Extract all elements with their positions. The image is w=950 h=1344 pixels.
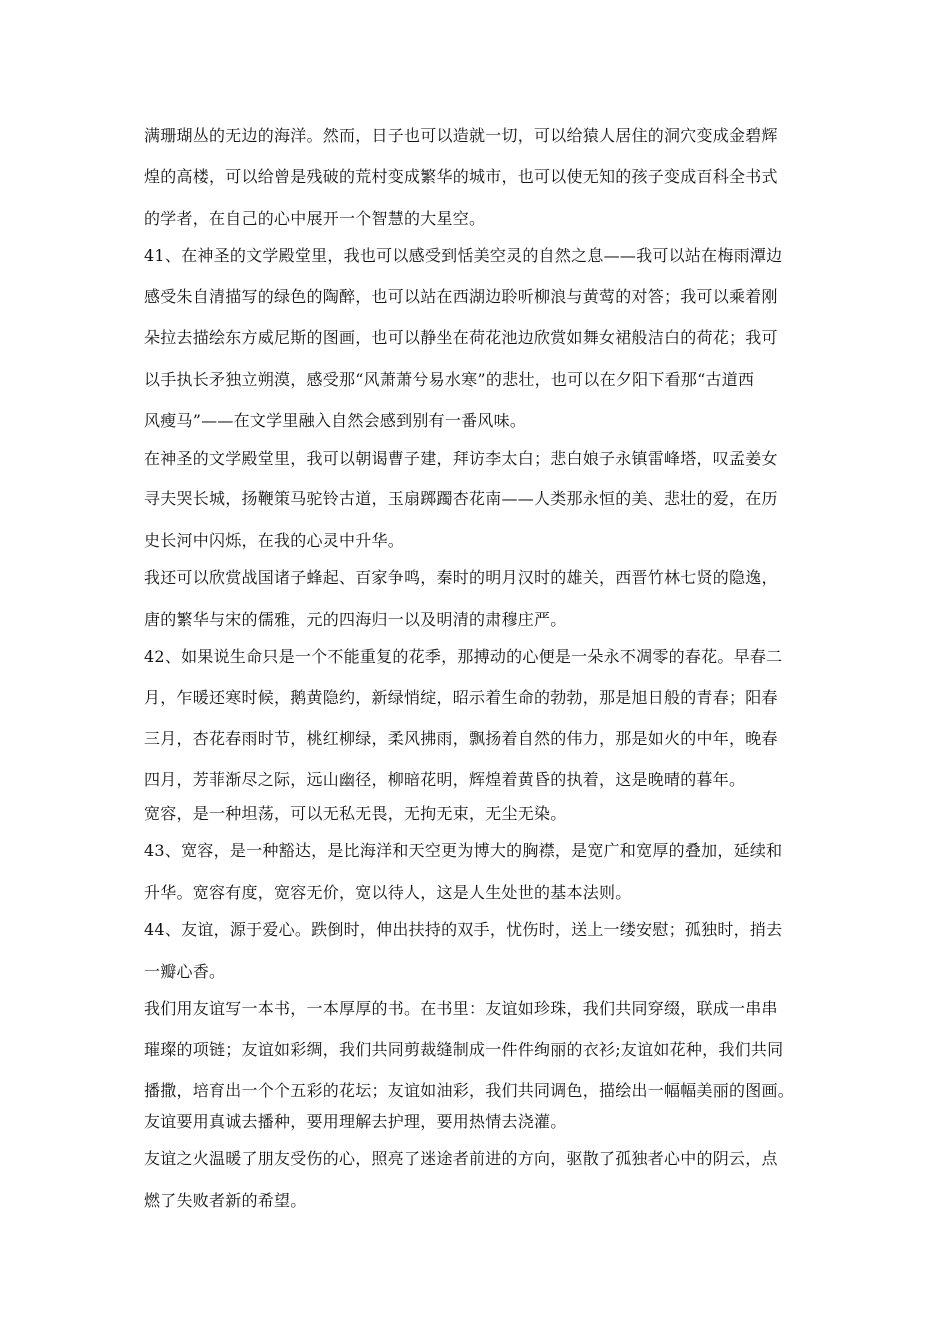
text-line: 以手执长矛独立朔漠，感受那“风萧萧兮易水寒”的悲壮，也可以在夕阳下看那“古道西 [144,370,755,389]
text-line: 朵拉去描绘东方威尼斯的图画，也可以静坐在荷花池边欣赏如舞女裙般洁白的荷花；我可 [144,328,778,347]
text-line: 风瘦马”——在文学里融入自然会感到别有一番风味。 [144,411,527,430]
text-line: 44、友谊，源于爱心。跌倒时，伸出扶持的双手，忧伤时，送上一缕安慰；孤独时，捎去 [144,920,783,939]
text-line: 友谊之火温暖了朋友受伤的心，照亮了迷途者前进的方向，驱散了孤独者心中的阴云，点 [144,1149,778,1168]
text-line: 升华。宽容有度，宽容无价，宽以待人，这是人生处世的基本法则。 [144,883,632,902]
text-line: 月，乍暖还寒时候，鹅黄隐约，新绿悄绽，昭示着生命的勃勃，那是旭日般的青春；阳春 [144,688,778,707]
text-line: 宽容，是一种坦荡，可以无私无畏，无拘无束，无尘无染。 [144,804,567,823]
text-line: 43、宽容，是一种豁达，是比海洋和天空更为博大的胸襟，是宽广和宽厚的叠加，延续和 [144,841,783,860]
text-line: 满珊瑚丛的无边的海洋。然而，日子也可以造就一切，可以给猿人居住的洞穴变成金碧辉 [144,126,778,145]
text-line: 四月，芳菲渐尽之际，远山幽径，柳暗花明，辉煌着黄昏的执着，这是晚晴的暮年。 [144,770,746,789]
text-line: 一瓣心香。 [144,962,226,981]
text-line: 史长河中闪烁，在我的心灵中升华。 [144,531,405,550]
text-line: 煌的高楼，可以给曾是残破的荒村变成繁华的城市，也可以使无知的孩子变成百科全书式 [144,167,778,186]
text-line: 三月，杏花春雨时节，桃红柳绿，柔风拂雨，飘扬着自然的伟力，那是如火的中年，晚春 [144,729,778,748]
text-line: 在神圣的文学殿堂里，我可以朝谒曹子建，拜访李太白；悲白娘子永镇雷峰塔，叹孟姜女 [144,449,778,468]
text-line: 感受朱自清描写的绿色的陶醉，也可以站在西湖边聆听柳浪与黄莺的对答；我可以乘着刚 [144,287,778,306]
text-line: 友谊要用真诚去播种，要用理解去护理，要用热情去浇灌。 [144,1112,567,1131]
text-line: 41、在神圣的文学殿堂里，我也可以感受到恬美空灵的自然之息——我可以站在梅雨潭边 [144,246,783,265]
text-line: 我还可以欣赏战国诸子蜂起、百家争鸣，秦时的明月汉时的雄关，西晋竹林七贤的隐逸， [144,568,778,587]
text-line: 的学者，在自己的心中展开一个智慧的大星空。 [144,209,486,228]
text-line: 我们用友谊写一本书，一本厚厚的书。在书里：友谊如珍珠，我们共同穿缀，联成一串串 [144,999,778,1018]
text-line: 燃了失败者新的希望。 [144,1191,307,1210]
text-line: 寻夫哭长城，扬鞭策马驼铃古道，玉扇踯躅杏花南——人类那永恒的美、悲壮的爱，在历 [144,489,778,508]
text-line: 42、如果说生命只是一个不能重复的花季，那搏动的心便是一朵永不凋零的春花。早春二 [144,647,783,666]
text-line: 璀璨的项链；友谊如彩绸，我们共同剪裁缝制成一件件绚丽的衣衫;友谊如花种，我们共同 [144,1040,784,1059]
text-line: 唐的繁华与宋的儒雅，元的四海归一以及明清的肃穆庄严。 [144,610,567,629]
text-line: 播撒，培育出一个个五彩的花坛；友谊如油彩，我们共同调色，描绘出一幅幅美丽的图画。 [144,1081,795,1100]
